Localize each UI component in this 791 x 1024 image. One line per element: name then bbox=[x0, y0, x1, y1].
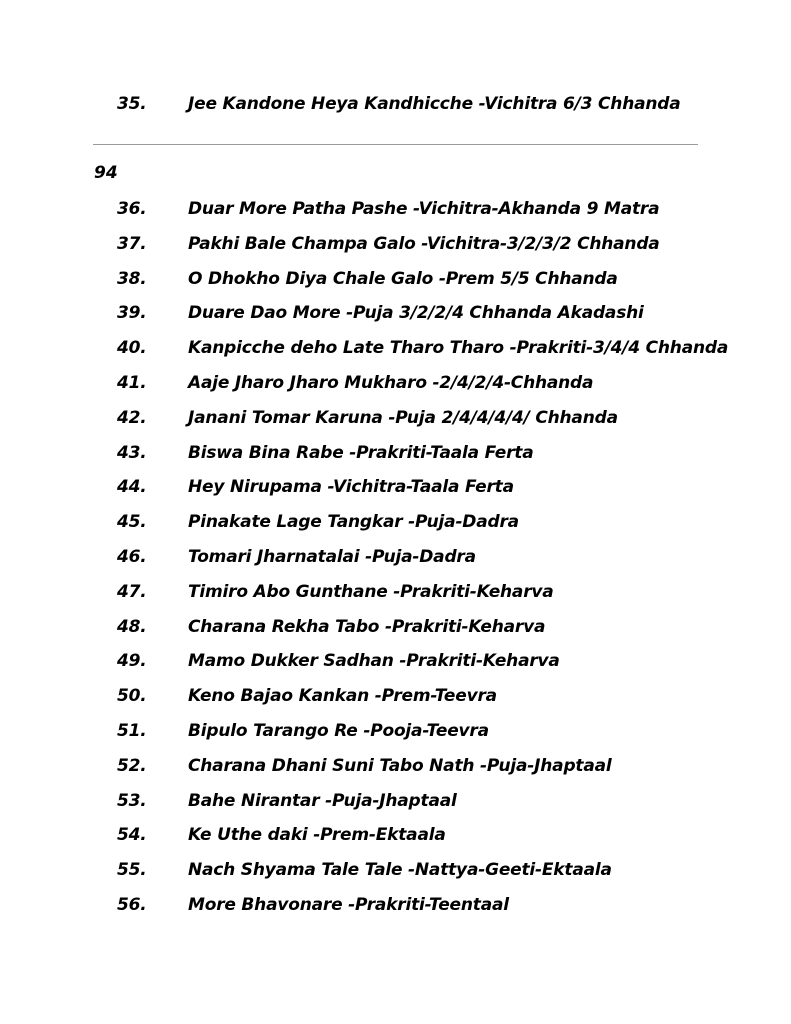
list-item bbox=[0, 443, 791, 469]
item-number: 43. bbox=[117, 442, 147, 463]
list-item bbox=[0, 791, 791, 817]
item-number: 52. bbox=[117, 755, 147, 776]
item-title: Duar More Patha Pashe -Vichitra-Akhanda 9 Matra bbox=[188, 199, 660, 219]
list-item bbox=[0, 477, 791, 503]
item-title: Kanpicche deho Late Tharo Tharo -Prakriti-3/4/4 Chhanda bbox=[188, 338, 729, 359]
list-item bbox=[0, 617, 791, 643]
list-item bbox=[0, 686, 791, 712]
list-item bbox=[0, 547, 791, 573]
list-item bbox=[0, 234, 791, 260]
list-item bbox=[0, 303, 791, 329]
item-number: 39. bbox=[117, 303, 147, 324]
item-title: Nach Shyama Tale Tale -Nattya-Geeti-Ektaala bbox=[188, 860, 612, 881]
item-number: 35. bbox=[117, 94, 147, 114]
list-item bbox=[0, 651, 791, 677]
item-title: Bahe Nirantar -Puja-Jhaptaal bbox=[188, 790, 457, 811]
item-title: Jee Kandone Heya Kandhicche -Vichitra 6/3 Chhanda bbox=[188, 94, 681, 114]
list-item bbox=[0, 94, 791, 120]
item-number: 56. bbox=[117, 895, 147, 915]
item-number: 50. bbox=[117, 686, 147, 707]
item-title: Janani Tomar Karuna -Puja 2/4/4/4/4/ Chhanda bbox=[188, 407, 618, 428]
item-number: 51. bbox=[117, 721, 147, 741]
item-title: Hey Nirupama -Vichitra-Taala Ferta bbox=[188, 477, 514, 498]
item-title: Mamo Dukker Sadhan -Prakriti-Keharva bbox=[188, 651, 560, 672]
list-item bbox=[0, 756, 791, 782]
item-title: More Bhavonare -Prakriti-Teentaal bbox=[188, 895, 509, 915]
list-item bbox=[0, 721, 791, 747]
item-title: Keno Bajao Kankan -Prem-Teevra bbox=[188, 686, 497, 707]
item-number: 47. bbox=[117, 581, 147, 602]
item-title: Biswa Bina Rabe -Prakriti-Taala Ferta bbox=[188, 442, 534, 463]
item-title: Timiro Abo Gunthane -Prakriti-Keharva bbox=[188, 581, 554, 602]
item-number: 36. bbox=[117, 199, 147, 219]
list-item bbox=[0, 512, 791, 538]
list-item bbox=[0, 860, 791, 886]
list-item bbox=[0, 582, 791, 608]
page-number: 94 bbox=[94, 163, 118, 183]
item-number: 55. bbox=[117, 860, 147, 881]
item-number: 48. bbox=[117, 616, 147, 637]
list-item bbox=[0, 199, 791, 225]
item-title: Pakhi Bale Champa Galo -Vichitra-3/2/3/2 Chhanda bbox=[188, 233, 660, 254]
list-item bbox=[0, 895, 791, 921]
item-title: O Dhokho Diya Chale Galo -Prem 5/5 Chhanda bbox=[188, 268, 618, 289]
item-title: Bipulo Tarango Re -Pooja-Teevra bbox=[188, 721, 489, 741]
item-title: Tomari Jharnatalai -Puja-Dadra bbox=[188, 547, 476, 567]
list-item bbox=[0, 338, 791, 364]
item-number: 44. bbox=[117, 477, 147, 498]
item-number: 54. bbox=[117, 825, 147, 846]
list-item bbox=[0, 825, 791, 851]
item-number: 42. bbox=[117, 407, 147, 428]
item-title: Charana Rekha Tabo -Prakriti-Keharva bbox=[188, 616, 546, 637]
item-number: 45. bbox=[117, 512, 147, 533]
item-title: Aaje Jharo Jharo Mukharo -2/4/2/4-Chhanda bbox=[188, 373, 594, 393]
list-item bbox=[0, 408, 791, 434]
item-number: 41. bbox=[117, 373, 147, 393]
item-title: Charana Dhani Suni Tabo Nath -Puja-Jhaptaal bbox=[188, 755, 612, 776]
item-title: Ke Uthe daki -Prem-Ektaala bbox=[188, 825, 446, 846]
item-number: 49. bbox=[117, 651, 147, 672]
list-item bbox=[0, 373, 791, 399]
item-title: Pinakate Lage Tangkar -Puja-Dadra bbox=[188, 512, 519, 533]
item-number: 38. bbox=[117, 268, 147, 289]
item-number: 53. bbox=[117, 790, 147, 811]
item-number: 46. bbox=[117, 547, 147, 567]
page-divider bbox=[93, 144, 698, 145]
list-item bbox=[0, 269, 791, 295]
item-number: 40. bbox=[117, 338, 147, 359]
item-number: 37. bbox=[117, 233, 147, 254]
item-title: Duare Dao More -Puja 3/2/2/4 Chhanda Akadashi bbox=[188, 303, 644, 324]
